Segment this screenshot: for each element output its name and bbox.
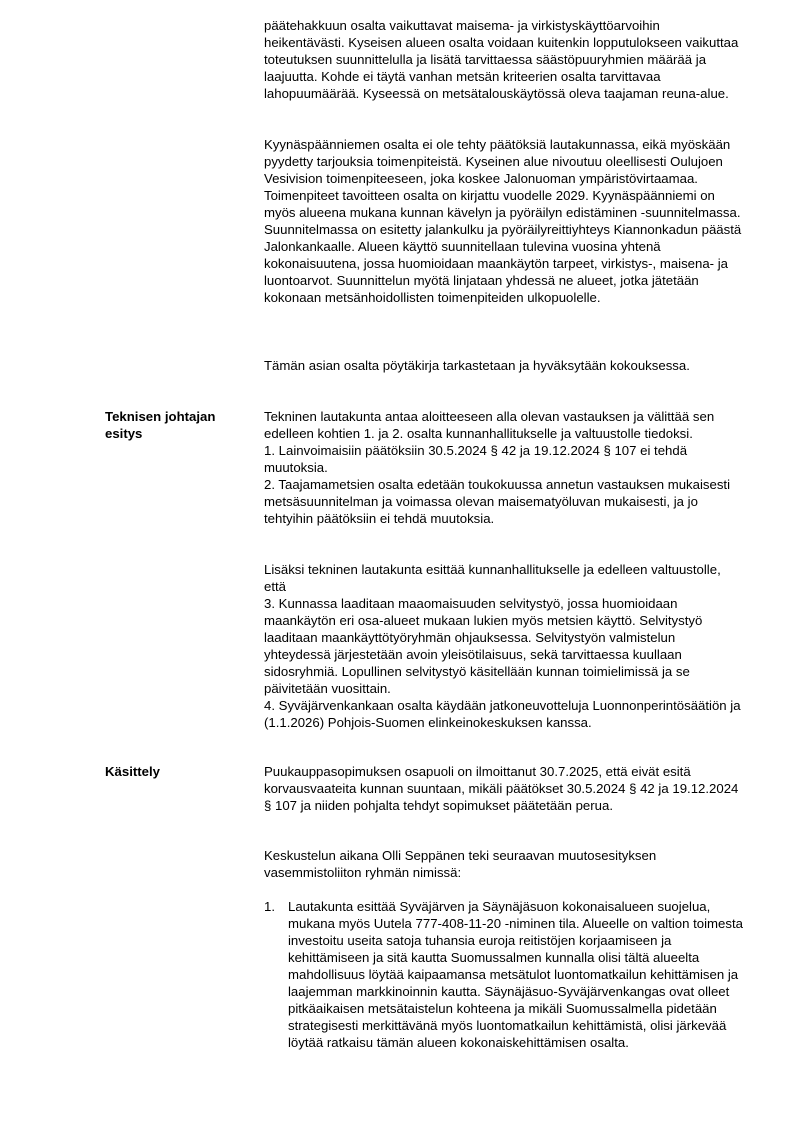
esitys-item-4: 4. Syväjärvenkankaan osalta käydään jatkoneuvotteluja Luonnonperintösäätiön ja (1.1.2026) Pohjois-Suomen elinkeinokeskuksen kanssa. [264, 698, 741, 730]
list-item [264, 898, 744, 1051]
section-label-kasittely: Käsittely [105, 764, 160, 779]
intro-paragraph-1: päätehakkuun osalta vaikuttavat maisema- ja virkistyskäyttöarvoihin heikentävästi. Kyseisen alueen osalta voidaan kuitenkin lopputulokseen vaikuttaa toteutuksen suunnittelulla ja lisätä tarvittaessa säästöpuuryhmien määrää ja laajuutta. Kohde ei täytä vanhan metsän kriteerien osalta tarvittavaa lahopuumäärää. Kyseessä on metsätalouskäytössä oleva taajaman reuna-alue. [264, 18, 739, 101]
esitys-section [264, 408, 744, 527]
section-label-esitys: Teknisen johtajan esitys [105, 409, 216, 441]
esitys-paragraph-1: Tekninen lautakunta antaa aloitteeseen alla olevan vastauksen ja välittää sen edelleen kohtien 1. ja 2. osalta kunnanhallitukselle ja valtuustolle tiedoksi. [264, 409, 715, 441]
intro-section [264, 17, 744, 102]
esitys-item-3: 3. Kunnassa laaditaan maaomaisuuden selvitystyö, jossa huomioidaan maankäytön eri osa-alueet mukaan lukien myös metsien käyttö. Selvitystyö laaditaan maankäyttötyöryhmän ohjauksessa. Selvitystyön valmistelun yhteydessä järjestetään avoin yleisötilaisuus, sekä tarvittaessa kuullaan sidosryhmiä. Lopullinen selvitystyö käsitellään kunnan toimielimissä ja se päivitetään vuosittain. [264, 596, 703, 696]
intro-paragraph-2: Kyynäspäänniemen osalta ei ole tehty päätöksiä lautakunnassa, eikä myöskään pyydetty tarjouksia toimenpiteistä. Kyseinen alue nivoutuu oleellisesti Oulujoen Vesivision toimenpiteeseen, joka koskee Jalonuoman ympäristövirtaamaa. Toimenpiteet tavoitteen osalta on kirjattu vuodelle 2029. Kyynäspäänniemi on myös alueena mukana kunnan kävelyn ja pyöräilyn edistäminen -suunnitelmassa. Suunnitelmassa on esitetty jalankulku ja pyöräilyreittiyhteys Kiannonkadun päästä Jalonkankaalle. Alueen käyttö suunnitellaan tulevina vuosina yhtenä kokonaisuutena, jossa huomioidaan maankäytön tarpeet, virkistys-, maisena- ja luontoarvot. Suunnittelun myötä linjataan yhdessä ne alueet, jotka jätetään kokonaan metsänhoidollisten toimenpiteiden ulkopuolelle. [264, 137, 742, 305]
list-item-number: 1. [264, 899, 275, 914]
intro-section-2 [264, 136, 744, 306]
esitys-item-2: 2. Taajamametsien osalta edetään toukokuussa annetun vastauksen mukaisesti metsäsuunnitelman ja voimassa olevan maisematyöluvan mukaisesti, ja jo tehtyihin päätöksiin ei tehdä muutoksia. [264, 477, 731, 526]
kasittely-section [264, 763, 744, 814]
kasittely-paragraph-1: Puukauppasopimuksen osapuoli on ilmoittanut 30.7.2025, että eivät esitä korvausvaateita kunnan suuntaan, mikäli päätökset 30.5.2024 § 42 ja 19.12.2024 § 107 ja niiden pohjalta tehdyt sopimukset päätetään perua. [264, 764, 739, 813]
list-item-text: Lautakunta esittää Syväjärven ja Säynäjäsuon kokonaisalueen suojelua, mukana myös Uutela 777-408-11-20 -niminen tila. Alueelle on valtion toimesta investoitu useita satoja tuhansia euroja reitistöjen korjaamiseen ja kehittämiseen ja sitä kautta Suomussalmen kunnalla olisi tältä alueelta mahdollisuus löytää kaipaamansa metsätulot luontomatkailun kehittämisen ja laajemman markkinoinnin kautta. Säynäjäsuo-Syväjärvenkangas ovat olleet pitkäaikaisen metsätaistelun kohteena ja mikäli Suomussalmella pidetään strategisesti merkittävänä myös luontomatkailun kehittämistä, olisi järkevää löytää ratkaisu tämän alueen kokonaiskehittämisen osalta. [288, 899, 743, 1050]
intro-paragraph-3: Tämän asian osalta pöytäkirja tarkastetaan ja hyväksytään kokouksessa. [264, 358, 690, 373]
intro-section-3 [264, 357, 744, 374]
kasittely-section-2 [264, 847, 744, 881]
esitys-item-1: 1. Lainvoimaisiin päätöksiin 30.5.2024 § 42 ja 19.12.2024 § 107 ei tehdä muutoksia. [264, 443, 688, 475]
esitys-paragraph-2: Lisäksi tekninen lautakunta esittää kunnanhallitukselle ja edelleen valtuustolle, että [264, 562, 721, 594]
kasittely-paragraph-2: Keskustelun aikana Olli Seppänen teki seuraavan muutosesityksen vasemmistoliiton ryhmän nimissä: [264, 848, 657, 880]
proposal-list [264, 898, 744, 1051]
esitys-section-2 [264, 561, 744, 731]
